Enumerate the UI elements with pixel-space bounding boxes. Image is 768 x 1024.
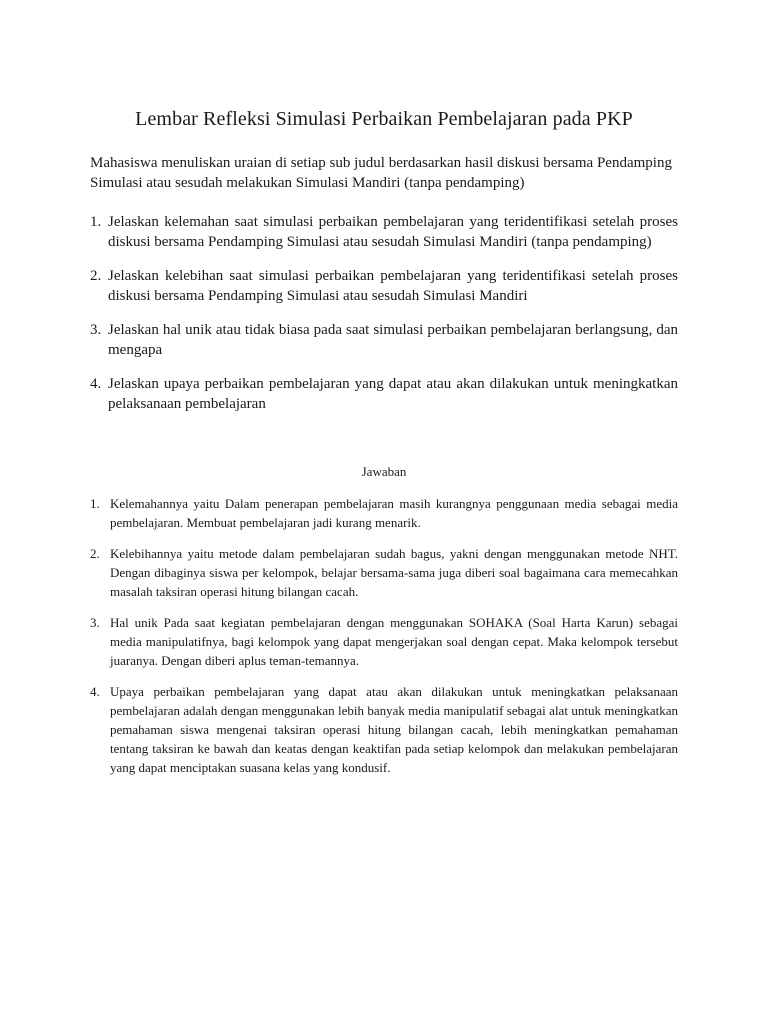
document-title: Lembar Refleksi Simulasi Perbaikan Pembelajaran pada PKP (135, 108, 633, 130)
question-number: 1. (90, 214, 102, 230)
answer-text: Hal unik Pada saat kegiatan pembelajaran dengan menggunakan SOHAKA (Soal Harta Karun) sebagai media manipulatifnya, bagi kelompok yang dapat mengerjakan soal dengan cepat. Maka kelompok tersebut juaranya. Dengan diberi aplus teman-temannya. (110, 615, 678, 668)
answer-number: 1. (90, 496, 100, 511)
answer-item (90, 613, 678, 670)
question-text: Jelaskan kelebihan saat simulasi perbaikan pembelajaran yang teridentifikasi setelah proses diskusi bersama Pendamping Simulasi atau sesudah Simulasi Mandiri (108, 268, 678, 304)
answer-number: 2. (90, 546, 100, 561)
question-text: Jelaskan upaya perbaikan pembelajaran yang dapat atau akan dilakukan untuk meningkatkan pelaksanaan pembelajaran (108, 376, 678, 412)
intro-paragraph: Mahasiswa menuliskan uraian di setiap sub judul berdasarkan hasil diskusi bersama Pendamping Simulasi atau sesudah melakukan Simulasi Mandiri (tanpa pendamping) (90, 155, 672, 191)
question-item (90, 212, 678, 252)
answer-item (90, 494, 678, 532)
question-list (90, 212, 678, 414)
question-number: 4. (90, 376, 102, 392)
question-item (90, 320, 678, 360)
answer-number: 3. (90, 615, 100, 630)
question-text: Jelaskan hal unik atau tidak biasa pada saat simulasi perbaikan pembelajaran berlangsung, dan mengapa (108, 322, 678, 358)
question-number: 3. (90, 322, 102, 338)
question-item (90, 266, 678, 306)
question-number: 2. (90, 268, 102, 284)
answer-number: 4. (90, 684, 100, 699)
answer-text: Upaya perbaikan pembelajaran yang dapat atau akan dilakukan untuk meningkatkan pelaksanaan pembelajaran adalah dengan menggunakan lebih banyak media manipulatif sebagai alat untuk meningkatkan pemahaman siswa mengenai taksiran operasi hitung bilangan cacah, lebih meningkatkan pemahaman tentang taksiran ke bawah dan keatas dengan keaktifan pada setiap kelompok dan melakukan pembelajaran yang dapat menciptakan suasana kelas yang kondusif. (110, 684, 678, 775)
question-item (90, 374, 678, 414)
answers-heading: Jawaban (361, 464, 407, 479)
answer-text: Kelebihannya yaitu metode dalam pembelajaran sudah bagus, yakni dengan menggunakan metode NHT. Dengan dibaginya siswa per kelompok, belajar bersama-sama juga diberi soal bagaimana cara memecahkan masalah taksiran operasi hitung bilangan cacah. (110, 546, 678, 599)
answer-list (90, 494, 678, 777)
question-text: Jelaskan kelemahan saat simulasi perbaikan pembelajaran yang teridentifikasi setelah proses diskusi bersama Pendamping Simulasi atau sesudah Simulasi Mandiri (tanpa pendamping) (108, 214, 678, 250)
answer-text: Kelemahannya yaitu Dalam penerapan pembelajaran masih kurangnya penggunaan media sebagai media pembelajaran. Membuat pembelajaran jadi kurang menarik. (110, 496, 678, 530)
answer-item (90, 682, 678, 777)
answer-item (90, 544, 678, 601)
